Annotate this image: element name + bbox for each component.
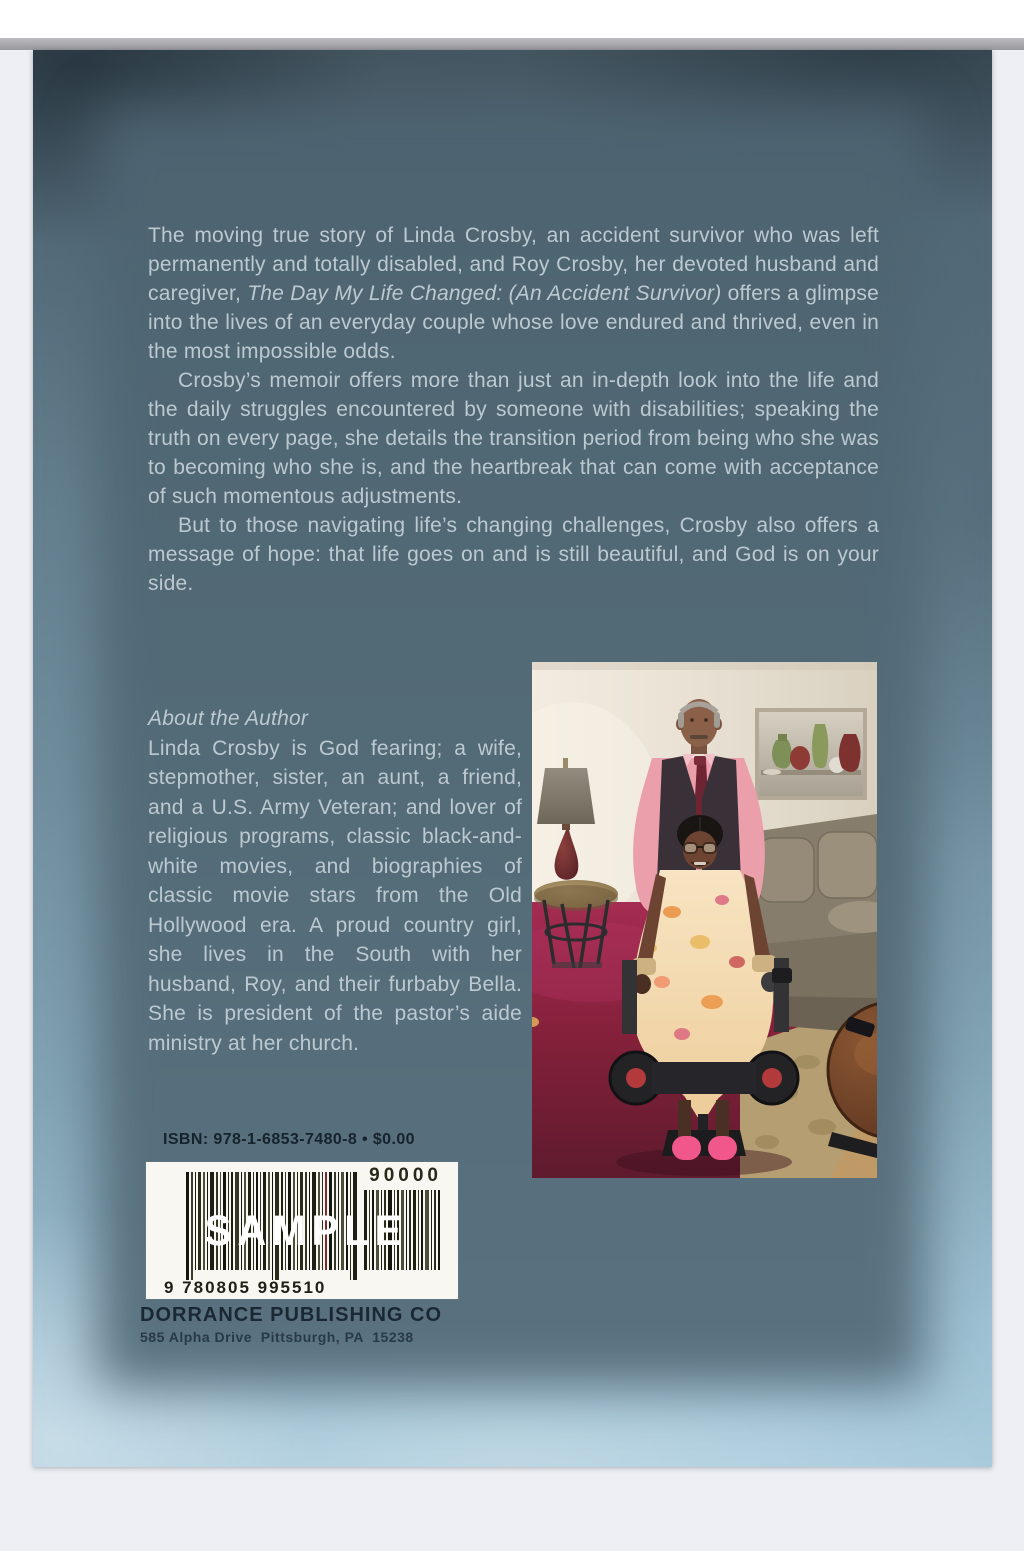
barcode-block	[146, 1162, 458, 1299]
book-title-italic: The Day My Life Changed: (An Accident Survivor)	[247, 282, 722, 305]
barcode-supplement-code: 90000	[369, 1165, 442, 1186]
publisher-name: DORRANCE PUBLISHING CO	[140, 1304, 443, 1326]
synopsis-p1-text: The moving true story of Linda Crosby, an accident survivor who was left permanently and totally disabled, and Roy Crosby, her devoted husband and caregiver,	[148, 224, 879, 305]
about-heading: About the Author	[148, 707, 309, 730]
top-shadow-band	[0, 38, 1024, 50]
publisher-block	[140, 1304, 442, 1345]
about-body: Linda Crosby is God fearing; a wife, stepmother, sister, an aunt, a friend, and a U.S. Army Veteran; and lover of religious programs, classic black-and-white movies, and biographies of classic movie stars from the Old Hollywood era. A proud country girl, she lives in the South with her husband, Roy, and their furbaby Bella. She is president of the pastor’s aide ministry at her church.	[148, 736, 522, 1055]
cover-content	[33, 50, 992, 1467]
synopsis-paragraph-2: Crosby’s memoir offers more than just an in-depth look into the life and the daily struggles encountered by someone with disabilities; speaking the truth on every page, she details the transition period from being who she was to becoming who she is, and the heartbreak that can come with acceptance of such momentous adjustments.	[148, 369, 879, 508]
barcode-sample-overlay: SAMPLE	[204, 1207, 408, 1255]
about-the-author-section	[148, 704, 522, 1058]
vase-painting	[755, 708, 867, 800]
synopsis	[148, 221, 879, 598]
book-back-cover	[33, 50, 992, 1467]
barcode-digits: 9 780805 995510	[164, 1278, 327, 1297]
top-margin	[0, 0, 1024, 38]
synopsis-p1-text-after: offers a glimpse into the lives of an everyday couple whose love endured and thrived, even in the most impossible odds.	[148, 282, 879, 363]
publisher-address: 585 Alpha Drive Pittsburgh, PA 15238	[140, 1329, 414, 1345]
synopsis-paragraph-1	[148, 221, 879, 366]
author-photo	[532, 662, 877, 1178]
synopsis-paragraph-3: But to those navigating life’s changing challenges, Crosby also offers a message of hope: that life goes on and is still beautiful, and God is on your side.	[148, 514, 879, 595]
isbn-price-line: ISBN: 978-1-6853-7480-8 • $0.00	[163, 1131, 415, 1148]
